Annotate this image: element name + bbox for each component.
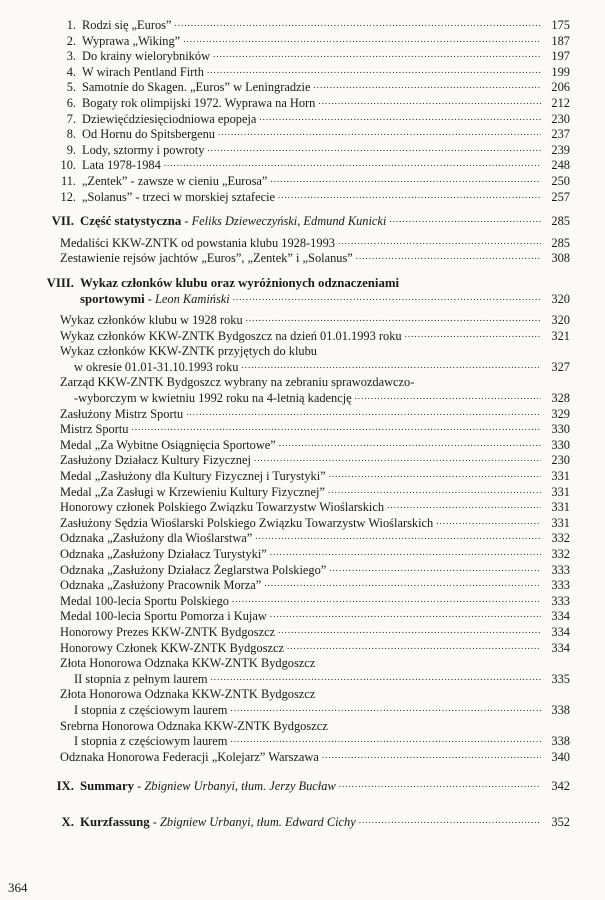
leader-dots xyxy=(183,31,541,43)
entry-title: Honorowy członek Polskiego Związku Towarzystw Wioślarskich xyxy=(60,500,385,515)
leader-dots xyxy=(230,700,541,712)
leader-dots xyxy=(270,606,541,618)
chapter-title: Od Hornu do Spitsbergenu xyxy=(82,127,215,142)
chapter-list xyxy=(22,18,570,205)
leader-dots xyxy=(233,289,541,301)
section-vii xyxy=(22,214,570,267)
leader-dots xyxy=(339,776,541,788)
section-title: Część statystyczna xyxy=(80,214,182,229)
entry-title: Medal „Za Wybitne Osiągnięcia Sportowe” xyxy=(60,437,276,452)
page-number: 321 xyxy=(551,328,570,343)
leader-dots xyxy=(230,731,541,743)
chapter-number: 10. xyxy=(60,158,76,173)
section-author: Zbigniew Urbanyi, tłum. Jerzy Bucław xyxy=(144,779,336,794)
entry-title: Wykaz członków KKW-ZNTK przyjętych do klubu xyxy=(60,344,317,359)
page-number: 175 xyxy=(551,18,570,32)
entry-title: Odznaka „Zasłużony Pracownik Morza” xyxy=(60,578,262,593)
entry-title: Medal „Zasłużony dla Kultury Fizycznej i Turystyki” xyxy=(60,469,326,484)
page-number: 333 xyxy=(551,593,570,608)
page-number: 334 xyxy=(551,624,570,639)
entry-title: Medal 100-lecia Sportu Pomorza i Kujaw xyxy=(60,609,267,624)
page-number: 331 xyxy=(551,500,570,515)
chapter-title: Samotnie do Skagen. „Euros” w Leningradzie xyxy=(82,80,311,95)
entry-title: w okresie 01.01-31.10.1993 roku xyxy=(74,359,239,374)
section-number: VII. xyxy=(51,214,74,229)
chapter-title: W wirach Pentland Firth xyxy=(82,64,204,79)
page-number: 320 xyxy=(551,291,570,306)
page-number: 335 xyxy=(551,671,570,686)
entry-line xyxy=(22,703,570,719)
section-number: X. xyxy=(61,814,74,829)
entry-title: Odznaka „Zasłużony dla Wioślarstwa” xyxy=(60,531,253,546)
chapter-number: 9. xyxy=(66,142,76,157)
entry-title: Odznaka Honorowa Federacji „Kolejarz” Warszawa xyxy=(60,749,319,764)
leader-dots xyxy=(255,528,541,540)
section-items xyxy=(22,236,570,267)
page-number: 332 xyxy=(551,531,570,546)
leader-dots xyxy=(213,46,541,58)
page-number: 330 xyxy=(551,437,570,452)
leader-dots xyxy=(246,310,541,322)
page-number: 332 xyxy=(551,547,570,561)
chapter-number: 4. xyxy=(66,64,76,79)
page-number: 331 xyxy=(551,515,570,530)
entry-title: Wykaz członków KKW-ZNTK Bydgoszcz na dzień 01.01.1993 roku xyxy=(60,328,402,343)
page-number: 331 xyxy=(551,469,570,484)
page-number: 248 xyxy=(551,158,570,173)
leader-dots xyxy=(270,544,541,556)
section-items xyxy=(22,313,570,765)
section-title-line xyxy=(80,779,336,795)
page-number: 340 xyxy=(551,749,570,764)
page-number: 327 xyxy=(551,359,570,374)
chapter-number: 12. xyxy=(60,189,76,204)
section-title-line xyxy=(80,815,356,831)
entry-title: Mistrz Sportu xyxy=(60,422,129,437)
section-number: VIII. xyxy=(46,275,74,290)
leader-dots xyxy=(328,482,541,494)
entry-title: Zasłużony Działacz Kultury Fizycznej xyxy=(60,453,251,468)
page-number: 320 xyxy=(551,313,570,328)
entry-title: Srebrna Honorowa Odznaka KKW-ZNTK Bydgoszcz xyxy=(60,718,328,733)
section-title-line xyxy=(22,292,230,308)
page-number: 330 xyxy=(551,422,570,437)
toc-entry xyxy=(22,375,570,406)
section-x xyxy=(22,815,570,831)
chapter-number: 7. xyxy=(66,111,76,126)
entry-title: II stopnia z pełnym laurem xyxy=(74,671,208,686)
section-title: Wykaz członków klubu oraz wyróżnionych odznaczeniami xyxy=(80,275,400,290)
section-separator: - xyxy=(144,291,156,306)
entry-title: Medaliści KKW-ZNTK od powstania klubu 1928-1993 xyxy=(60,235,335,250)
leader-dots xyxy=(259,109,541,121)
entry-line xyxy=(22,360,570,376)
leader-dots xyxy=(322,747,541,759)
leader-dots xyxy=(270,171,541,183)
leader-dots xyxy=(356,248,541,260)
chapter-title: Rodzi się „Euros” xyxy=(82,18,172,32)
leader-dots xyxy=(329,466,541,478)
page-number: 239 xyxy=(551,142,570,157)
leader-dots xyxy=(207,140,541,152)
chapter-title: Do krainy wielorybników xyxy=(82,49,211,64)
leader-dots xyxy=(207,62,541,74)
leader-dots xyxy=(329,560,541,572)
leader-dots xyxy=(338,233,541,245)
chapter-number: 5. xyxy=(66,80,76,95)
leader-dots xyxy=(405,326,541,338)
page-number: 237 xyxy=(551,127,570,142)
toc-entry xyxy=(22,656,570,687)
page-number: 230 xyxy=(551,453,570,468)
leader-dots xyxy=(387,497,541,509)
chapter-title: „Zentek” - zawsze w cieniu „Eurosa” xyxy=(82,173,268,188)
page-number: 338 xyxy=(551,702,570,717)
entry-title: Zasłużony Sędzia Wioślarski Polskiego Związku Towarzystw Wioślarskich xyxy=(60,515,434,530)
toc-entry xyxy=(22,719,570,750)
chapter-number: 8. xyxy=(66,127,76,142)
section-heading-continued xyxy=(22,292,570,308)
chapter-number: 11. xyxy=(60,173,76,188)
entry-title: Zestawienie rejsów jachtów „Euros”, „Zentek” i „Solanus” xyxy=(60,251,353,266)
leader-dots xyxy=(278,187,541,199)
page-number: 334 xyxy=(551,640,570,655)
leader-dots xyxy=(242,357,542,369)
leader-dots xyxy=(132,419,542,431)
leader-dots xyxy=(174,15,541,27)
section-heading xyxy=(22,779,570,795)
section-title-continued: sportowymi xyxy=(80,291,145,306)
entry-title: Złota Honorowa Odznaka KKW-ZNTK Bydgoszcz xyxy=(60,687,316,702)
section-separator: - xyxy=(149,814,161,829)
entry-title: Odznaka „Zasłużony Działacz Turystyki” xyxy=(60,547,267,561)
page-number: 197 xyxy=(551,49,570,64)
table-of-contents xyxy=(22,18,570,831)
chapter-number: 2. xyxy=(66,33,76,48)
page-number: 206 xyxy=(551,80,570,95)
section-number: IX. xyxy=(56,779,74,794)
toc-entry xyxy=(22,251,570,267)
page-number: 342 xyxy=(551,779,570,794)
page-number: 230 xyxy=(551,111,570,126)
leader-dots xyxy=(254,450,541,462)
page-number: 329 xyxy=(551,406,570,421)
toc-entry xyxy=(22,329,570,345)
page-number: 187 xyxy=(551,33,570,48)
page-number: 352 xyxy=(551,814,570,829)
toc-entry xyxy=(22,687,570,718)
entry-line xyxy=(22,750,570,766)
entry-title: Medal „Za Zasługi w Krzewieniu Kultury Fizycznej” xyxy=(60,484,325,499)
page-number: 199 xyxy=(551,64,570,79)
leader-dots xyxy=(211,669,541,681)
entry-title: -wyborczym w kwietniu 1992 roku na 4-letnią kadencję xyxy=(74,391,352,406)
entry-title: Honorowy Prezes KKW-ZNTK Bydgoszcz xyxy=(60,624,276,639)
page-number: 257 xyxy=(551,189,570,204)
chapter-row xyxy=(22,190,570,206)
page-number: 308 xyxy=(551,251,570,266)
entry-title: Zarząd KKW-ZNTK Bydgoszcz wybrany na zebraniu sprawozdawczo- xyxy=(60,375,415,390)
leader-dots xyxy=(287,638,541,650)
leader-dots xyxy=(186,404,541,416)
section-title: Summary xyxy=(80,779,135,794)
entry-title: Honorowy Członek KKW-ZNTK Bydgoszcz xyxy=(60,640,285,655)
page-number: 285 xyxy=(551,235,570,250)
leader-dots xyxy=(313,77,541,89)
section-viii xyxy=(22,276,570,765)
section-separator: - xyxy=(134,779,145,794)
entry-title: Medal 100-lecia Sportu Polskiego xyxy=(60,593,229,608)
section-author: Zbigniew Urbanyi, tłum. Edward Cichy xyxy=(160,814,356,829)
leader-dots xyxy=(264,575,541,587)
page-number: 250 xyxy=(551,173,570,188)
entry-title: Wykaz członków klubu w 1928 roku xyxy=(60,313,243,328)
leader-dots xyxy=(218,124,541,136)
entry-title: Zasłużony Mistrz Sportu xyxy=(60,406,184,421)
section-author: Feliks Dzieweczyński, Edmund Kunicki xyxy=(191,214,387,229)
leader-dots xyxy=(355,388,541,400)
entry-line xyxy=(22,641,570,657)
section-heading xyxy=(22,815,570,831)
toc-entry xyxy=(22,750,570,766)
section-heading xyxy=(22,214,570,230)
page-number: 334 xyxy=(551,609,570,624)
entry-title: Złota Honorowa Odznaka KKW-ZNTK Bydgoszcz xyxy=(60,656,316,671)
page-folio: 364 xyxy=(8,880,28,895)
page-number: 333 xyxy=(551,578,570,593)
page-number: 212 xyxy=(551,95,570,110)
page-number: 333 xyxy=(551,562,570,577)
entry-title: I stopnia z częściowym laurem xyxy=(74,702,228,717)
toc-entry xyxy=(22,344,570,375)
section-title: Kurzfassung xyxy=(80,814,150,829)
chapter-title: Wyprawa „Wiking” xyxy=(82,33,181,48)
chapter-title: Lody, sztormy i powroty xyxy=(82,142,205,157)
leader-dots xyxy=(359,812,541,824)
toc-entry xyxy=(22,641,570,657)
entry-title: Odznaka „Zasłużony Działacz Żeglarstwa Polskiego” xyxy=(60,562,327,577)
page-number: 328 xyxy=(551,391,570,406)
leader-dots xyxy=(164,155,541,167)
leader-dots xyxy=(389,211,541,223)
chapter-number: 6. xyxy=(66,95,76,110)
chapter-title: Lata 1978-1984 xyxy=(82,158,161,173)
leader-dots xyxy=(279,435,541,447)
section-separator: - xyxy=(181,214,192,229)
chapter-title: Bogaty rok olimpijski 1972. Wyprawa na Horn xyxy=(82,95,316,110)
leader-dots xyxy=(318,93,541,105)
leader-dots xyxy=(278,622,541,634)
entry-line xyxy=(22,329,570,345)
leader-dots xyxy=(436,513,541,525)
page-number: 338 xyxy=(551,734,570,749)
chapter-number: 1. xyxy=(66,18,76,32)
page-number: 285 xyxy=(551,214,570,229)
chapter-number: 3. xyxy=(66,49,76,64)
chapter-title: „Solanus” - trzeci w morskiej sztafecie xyxy=(82,189,276,204)
page-number: 331 xyxy=(551,484,570,499)
entry-line xyxy=(22,672,570,688)
leader-dots xyxy=(232,591,541,603)
section-ix xyxy=(22,779,570,795)
section-author: Leon Kamiński xyxy=(155,291,230,306)
section-title-line xyxy=(80,214,386,230)
entry-title: I stopnia z częściowym laurem xyxy=(74,734,228,749)
chapter-title: Dziewięćdziesięciodniowa epopeja xyxy=(82,111,257,126)
